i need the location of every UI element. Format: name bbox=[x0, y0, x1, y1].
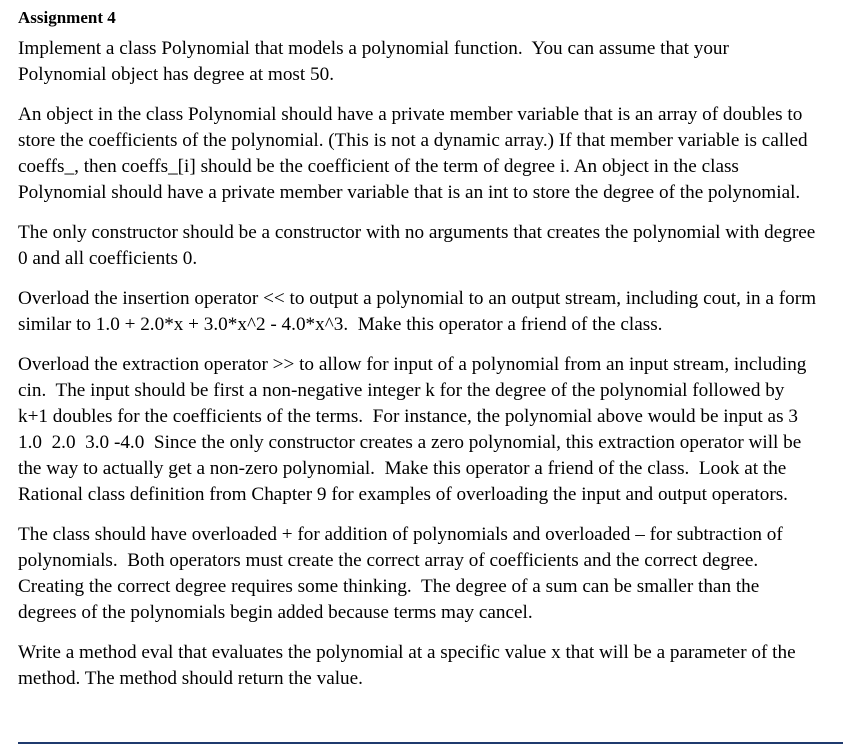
paragraph-insertion-operator: Overload the insertion operator << to output a polynomial to an output stream, including cout, in a form similar to 1.0 + 2.0*x + 3.0*x^2 - 4.0*x^3. Make this operator a friend of the class. bbox=[18, 288, 821, 335]
paragraph-add-subtract: The class should have overloaded + for addition of polynomials and overloaded – for subtraction of polynomials. Both operators must create the correct array of coefficients and the correct degree. Creating the correct degree requires some thinking. The degree of a sum can be smaller than the degrees of the polynomials begin added because terms may cancel. bbox=[18, 524, 788, 623]
paragraph-eval-method: Write a method eval that evaluates the polynomial at a specific value x that will be a parameter of the method. The method should return the value. bbox=[18, 642, 801, 689]
paragraph-constructor: The only constructor should be a constructor with no arguments that creates the polynomial with degree 0 and all coefficients 0. bbox=[18, 222, 821, 269]
paragraph-member-variables: An object in the class Polynomial should have a private member variable that is an array of doubles to store the coefficients of the polynomial. (This is not a dynamic array.) If that member variable is called coeffs_, then coeffs_[i] should be the coefficient of the term of degree i. An object in the class Polynomial should have a private member variable that is an int to store the degree of the polynomial. bbox=[18, 104, 813, 203]
paragraph-intro: Implement a class Polynomial that models a polynomial function. You can assume that your Polynomial object has degree at most 50. bbox=[18, 38, 734, 85]
document-title: Assignment 4 bbox=[18, 8, 116, 27]
document-page bbox=[18, 0, 821, 706]
paragraph-extraction-operator: Overload the extraction operator >> to allow for input of a polynomial from an input stream, including cin. The input should be first a non-negative integer k for the degree of the polynomial followed by k+1 doubles for the coefficients of the terms. For instance, the polynomial above would be input as 3 1.0 2.0 3.0 -4.0 Since the only constructor creates a zero polynomial, this extraction operator will be the way to actually get a non-zero polynomial. Make this operator a friend of the class. Look at the Rational class definition from Chapter 9 for examples of overloading the input and output operators. bbox=[18, 354, 812, 505]
